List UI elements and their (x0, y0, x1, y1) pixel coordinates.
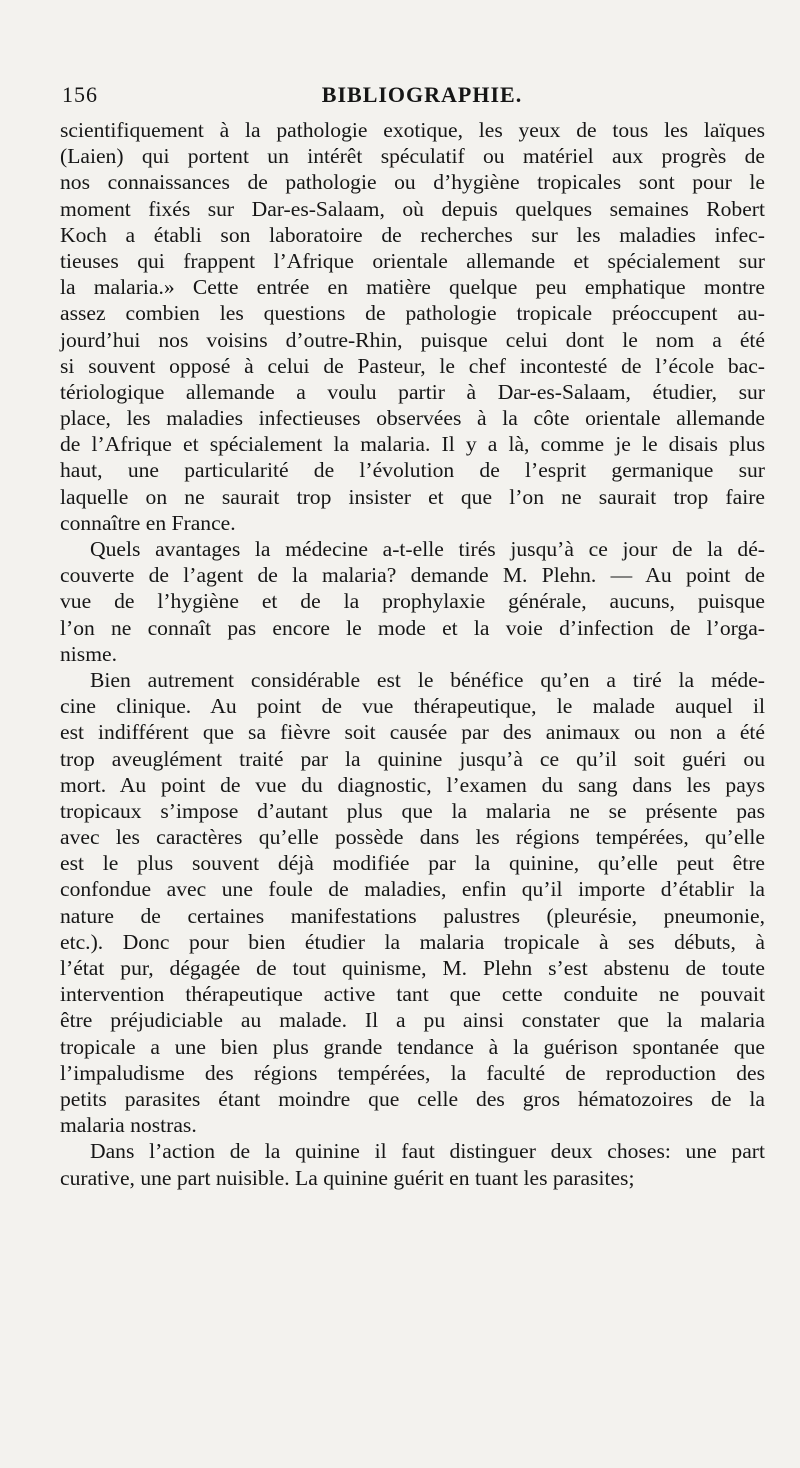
text-line: moment fixés sur Dar-es-Salaam, où depuis quelques semaines Robert (60, 196, 765, 221)
text-line: (Laien) qui portent un intérêt spéculatif ou matériel aux progrès de (60, 144, 765, 169)
paragraph (60, 117, 765, 536)
text-line: est indifférent que sa fièvre soit causée par des animaux ou non a été (60, 720, 765, 745)
text-line: vue de l’hygiène et de la prophylaxie générale, aucuns, puisque (60, 589, 765, 614)
text-line: couverte de l’agent de la malaria? demande M. Plehn. — Au point de (60, 563, 765, 588)
text-line: connaître en France. (60, 510, 236, 535)
text-line: trop aveuglément traité par la quinine jusqu’à ce qu’il soit guéri ou (60, 746, 765, 771)
text-line: haut, une particularité de l’évolution de l’esprit germanique sur (60, 458, 765, 483)
text-line: laquelle on ne saurait trop insister et que l’on ne saurait trop faire (60, 484, 765, 509)
text-line: l’on ne connaît pas encore le mode et la voie d’infection de l’orga- (60, 615, 765, 640)
text-line: scientifiquement à la pathologie exotique, les yeux de tous les laïques (60, 118, 765, 142)
text-line: place, les maladies infectieuses observées à la côte orientale allemande (60, 406, 765, 431)
text-line: tériologique allemande a voulu partir à Dar-es-Salaam, étudier, sur (60, 379, 765, 404)
running-head: BIBLIOGRAPHIE. (321, 82, 523, 107)
paragraph (60, 536, 765, 667)
text-line: confondue avec une foule de maladies, enfin qu’il importe d’établir la (60, 877, 765, 902)
text-line: nature de certaines manifestations palustres (pleurésie, pneumonie, (60, 903, 765, 928)
text-line: nisme. (60, 641, 117, 666)
text-line: nos connaissances de pathologie ou d’hygiène tropicales sont pour le (60, 170, 765, 195)
text-line: jourd’hui nos voisins d’outre-Rhin, puisque celui dont le nom a été (60, 327, 765, 352)
text-line: la malaria.» Cette entrée en matière quelque peu emphatique montre (60, 275, 765, 300)
text-line: tieuses qui frappent l’Afrique orientale allemande et spécialement sur (60, 248, 765, 273)
text-line: Quels avantages la médecine a-t-elle tirés jusqu’à ce jour de la dé- (90, 537, 765, 561)
text-line: petits parasites étant moindre que celle des gros hématozoires de la (60, 1086, 765, 1111)
text-line: si souvent opposé à celui de Pasteur, le chef incontesté de l’école bac- (60, 353, 765, 378)
paragraph (60, 667, 765, 1138)
text-line: Bien autrement considérable est le bénéfice qu’en a tiré la méde- (90, 667, 765, 692)
text-line: curative, une part nuisible. La quinine guérit en tuant les parasites; (60, 1165, 635, 1190)
text-line: assez combien les questions de pathologie tropicale préoccupent au- (60, 301, 765, 326)
text-line: être préjudiciable au malade. Il a pu ainsi constater que la malaria (60, 1008, 765, 1033)
body-text (60, 117, 765, 1191)
text-line: l’impaludisme des régions tempérées, la faculté de reproduction des (60, 1060, 765, 1085)
text-line: de l’Afrique et spécialement la malaria. Il y a là, comme je le disais plus (60, 432, 765, 457)
text-line: avec les caractères qu’elle possède dans les régions tempérées, qu’elle (60, 825, 765, 850)
text-line: Dans l’action de la quinine il faut distinguer deux choses: une part (90, 1139, 765, 1164)
text-line: est le plus souvent déjà modifiée par la quinine, qu’elle peut être (60, 851, 765, 876)
text-line: l’état pur, dégagée de tout quinisme, M. Plehn s’est abstenu de toute (60, 956, 765, 980)
text-line: mort. Au point de vue du diagnostic, l’examen du sang dans les pays (60, 772, 765, 797)
text-line: etc.). Donc pour bien étudier la malaria tropicale à ses débuts, à (60, 929, 765, 954)
text-line: intervention thérapeutique active tant que cette conduite ne pouvait (60, 982, 765, 1007)
text-line: cine clinique. Au point de vue thérapeutique, le malade auquel il (60, 694, 765, 719)
text-line: tropicale a une bien plus grande tendance à la guérison spontanée que (60, 1034, 765, 1059)
text-line: tropicaux s’impose d’autant plus que la malaria ne se présente pas (60, 798, 765, 823)
page-number: 156 (62, 82, 98, 107)
page-header (62, 82, 762, 112)
text-line: Koch a établi son laboratoire de recherches sur les maladies infec- (60, 222, 765, 247)
paragraph (60, 1138, 765, 1190)
text-line: malaria nostras. (60, 1113, 197, 1138)
